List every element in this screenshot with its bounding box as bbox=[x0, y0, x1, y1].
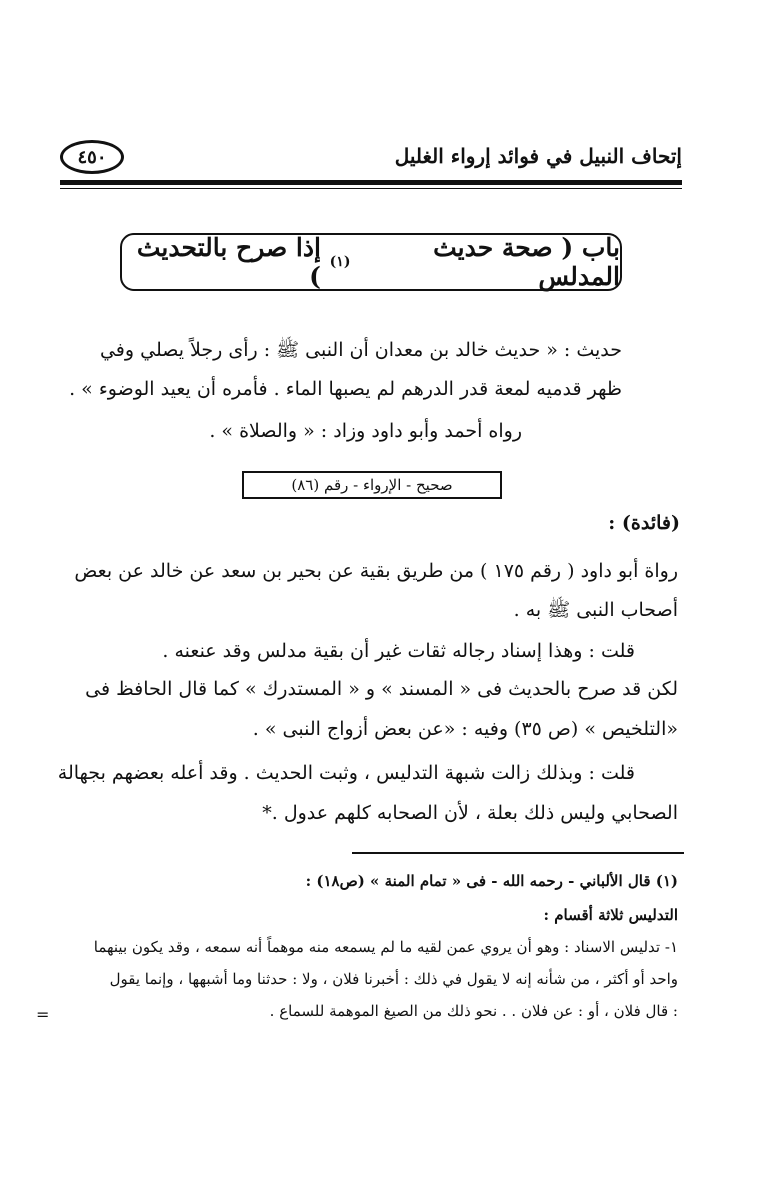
footnote-line-5: : قال فلان ، أو : عن فلان . . نحو ذلك من الصيغ الموهمة للسماع . bbox=[269, 1002, 678, 1020]
chapter-footnote-marker: (١) bbox=[329, 254, 351, 270]
footnote-line-2: التدليس ثلاثة أقسام : bbox=[543, 906, 678, 924]
grade-box: صحيح - الإرواء - رقم (٨٦) bbox=[242, 471, 502, 499]
benefit-line-4: لكن قد صرح بالحديث فى « المسند » و « المستدرك » كما قال الحافظ فى bbox=[85, 678, 678, 700]
header-rule-thin bbox=[60, 188, 682, 189]
benefit-line-5: «التلخيص » (ص ٣٥) وفيه : «عن بعض أزواج النبى » . bbox=[252, 718, 678, 740]
hadith-line-3: رواه أحمد وأبو داود وزاد : « والصلاة » . bbox=[209, 420, 522, 442]
footnote-line-4: واحد أو أكثر ، من شأنه إنه لا يقول في ذلك : أخبرنا فلان ، ولا : حدثنا وما أشبهها ، وإنما يقول bbox=[109, 970, 678, 988]
benefit-line-7: الصحابي وليس ذلك بعلة ، لأن الصحابه كلهم عدول .* bbox=[262, 802, 678, 824]
page-number: ٤٥٠ bbox=[60, 140, 124, 174]
header-rule-thick bbox=[60, 180, 682, 185]
benefit-line-6: قلت : وبذلك زالت شبهة التدليس ، وثبت الحديث . وقد أعله بعضهم بجهالة bbox=[57, 762, 635, 784]
footnote-line-1: (١) قال الألباني - رحمه الله - فى « تمام المنة » (ص١٨) : bbox=[305, 872, 678, 890]
hadith-line-1: حديث : « حديث خالد بن معدان أن النبى ﷺ : رأى رجلاً يصلي وفي bbox=[99, 339, 622, 361]
chapter-title-part2: إذا صرح بالتحديث ) bbox=[136, 233, 321, 291]
benefit-line-3: قلت : وهذا إسناد رجاله ثقات غير أن بقية مدلس وقد عنعنه . bbox=[162, 640, 635, 662]
footnote-line-3: ١- تدليس الاسناد : وهو أن يروي عمن لقيه ما لم يسمعه منه موهماً أنه سمعه ، وقد يكون بينهما bbox=[93, 938, 678, 956]
footnote-rule bbox=[352, 852, 684, 854]
benefit-line-2: أصحاب النبى ﷺ به . bbox=[513, 599, 678, 621]
running-title: إتحاف النبيل في فوائد إرواء الغليل bbox=[394, 144, 682, 168]
chapter-title-part1: باب ( صحة حديث المدلس bbox=[433, 233, 620, 291]
benefit-line-1: رواة أبو داود ( رقم ١٧٥ ) من طريق بقية عن بحير بن سعد عن خالد عن بعض bbox=[74, 560, 678, 582]
benefit-heading: (فائدة) : bbox=[608, 512, 680, 534]
hadith-line-2: ظهر قدميه لمعة قدر الدرهم لم يصبها الماء . فأمره أن يعيد الوضوء » . bbox=[69, 378, 622, 400]
chapter-title-box bbox=[120, 233, 622, 291]
margin-mark: = bbox=[36, 1005, 50, 1024]
